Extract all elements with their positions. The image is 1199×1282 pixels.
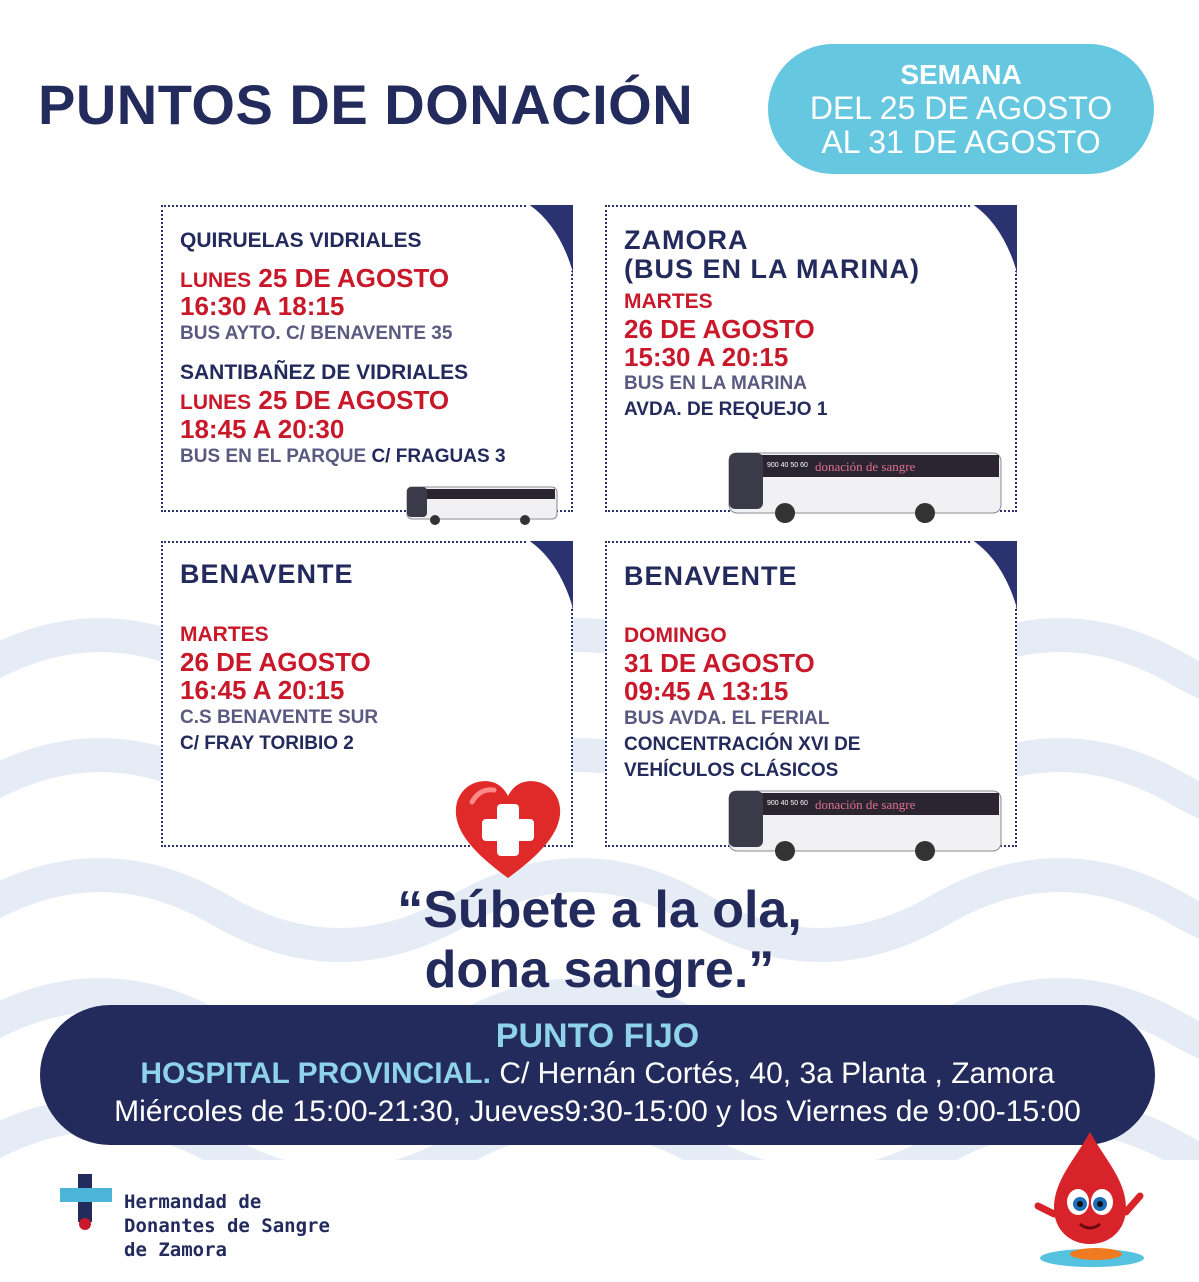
place-name: ZAMORA bbox=[624, 225, 749, 255]
place-name-sub: (BUS EN LA MARINA) bbox=[624, 254, 920, 284]
day-label: LUNES bbox=[180, 391, 252, 414]
date-line bbox=[180, 385, 449, 416]
place-name: BENAVENTE bbox=[180, 559, 354, 589]
fixed-point-banner bbox=[40, 1005, 1155, 1145]
bus-image bbox=[725, 785, 1007, 865]
location-label: BUS EN EL PARQUE bbox=[180, 446, 367, 467]
donation-card-zamora bbox=[605, 205, 1017, 512]
fixed-point-schedule: Miércoles de 15:00-21:30, Jueves9:30-15:00 y los Viernes de 9:00-15:00 bbox=[114, 1095, 1081, 1128]
date-label: 25 DE AGOSTO bbox=[258, 263, 450, 293]
heart-plus-icon bbox=[452, 778, 564, 882]
date-label: 31 DE AGOSTO bbox=[624, 648, 815, 678]
slogan-line-1: “Súbete a la ola, bbox=[397, 881, 802, 939]
time-label: 16:30 A 18:15 bbox=[180, 291, 345, 321]
location-line bbox=[180, 323, 452, 345]
page-curl-icon bbox=[527, 205, 573, 275]
slogan bbox=[0, 880, 1199, 1000]
day-label: MARTES bbox=[180, 623, 269, 646]
location-line bbox=[180, 446, 506, 468]
bus-brand-text: donación de sangre bbox=[815, 459, 916, 474]
bus-phone-text: 900 40 50 60 bbox=[767, 462, 808, 469]
address-label: C/ FRAY TORIBIO 2 bbox=[180, 733, 354, 754]
mascot-drop-icon bbox=[1030, 1128, 1150, 1272]
week-badge bbox=[768, 44, 1154, 174]
date-label: 26 DE AGOSTO bbox=[180, 647, 371, 677]
time-label: 16:45 A 20:15 bbox=[180, 675, 345, 705]
address-label-2: VEHÍCULOS CLÁSICOS bbox=[624, 760, 839, 781]
time-label: 15:30 A 20:15 bbox=[624, 342, 789, 372]
fixed-point-heading: PUNTO FIJO bbox=[495, 1017, 700, 1055]
org-line-3: de Zamora bbox=[124, 1239, 227, 1261]
bus-image bbox=[725, 447, 1007, 527]
slogan-line-2: dona sangre.” bbox=[424, 941, 775, 999]
logo-cross-icon bbox=[58, 1172, 114, 1232]
place-name: QUIRUELAS VIDRIALES bbox=[180, 229, 422, 252]
address-label: AVDA. DE REQUEJO 1 bbox=[624, 399, 828, 420]
day-label: MARTES bbox=[624, 290, 713, 313]
date-label: 25 DE AGOSTO bbox=[258, 385, 450, 415]
address-label: CONCENTRACIÓN XVI DE bbox=[624, 734, 861, 755]
org-line-2: Donantes de Sangre bbox=[124, 1215, 330, 1237]
donation-card-benavente-2 bbox=[605, 541, 1017, 847]
location-label: BUS EN LA MARINA bbox=[624, 373, 807, 394]
page-title: PUNTOS DE DONACIÓN bbox=[38, 73, 694, 136]
place-name: BENAVENTE bbox=[624, 561, 798, 591]
week-start: DEL 25 DE AGOSTO bbox=[809, 90, 1113, 126]
date-label: 26 DE AGOSTO bbox=[624, 314, 815, 344]
fixed-point-place: HOSPITAL PROVINCIAL. bbox=[140, 1057, 491, 1090]
fixed-point-street: C/ Hernán Cortés, 40, 3a Planta , Zamora bbox=[490, 1057, 1055, 1090]
address-label: C/ BENAVENTE 35 bbox=[285, 323, 453, 344]
place-name: SANTIBAÑEZ DE VIDRIALES bbox=[180, 361, 469, 384]
page-curl-icon bbox=[527, 541, 573, 611]
org-line-1: Hermandad de bbox=[124, 1191, 262, 1213]
bus-phone-text: 900 40 50 60 bbox=[767, 800, 808, 807]
location-label: C.S BENAVENTE SUR bbox=[180, 707, 379, 728]
bus-image bbox=[405, 483, 561, 527]
location-label: BUS AYTO. bbox=[180, 323, 281, 344]
day-label: DOMINGO bbox=[624, 624, 727, 647]
fixed-point-address bbox=[40, 1055, 1155, 1093]
day-label: LUNES bbox=[180, 269, 252, 292]
time-label: 18:45 A 20:30 bbox=[180, 414, 345, 444]
bus-brand-text: donación de sangre bbox=[815, 797, 916, 812]
donation-card-quiruelas bbox=[161, 205, 573, 512]
organization-name bbox=[124, 1190, 330, 1262]
address-label: C/ FRAGUAS 3 bbox=[371, 446, 506, 467]
week-end: AL 31 DE AGOSTO bbox=[821, 124, 1101, 160]
page-curl-icon bbox=[971, 541, 1017, 611]
time-label: 09:45 A 13:15 bbox=[624, 676, 789, 706]
date-line bbox=[180, 263, 449, 294]
week-label: SEMANA bbox=[900, 59, 1022, 90]
location-label: BUS AVDA. EL FERIAL bbox=[624, 708, 830, 729]
page-curl-icon bbox=[971, 205, 1017, 275]
